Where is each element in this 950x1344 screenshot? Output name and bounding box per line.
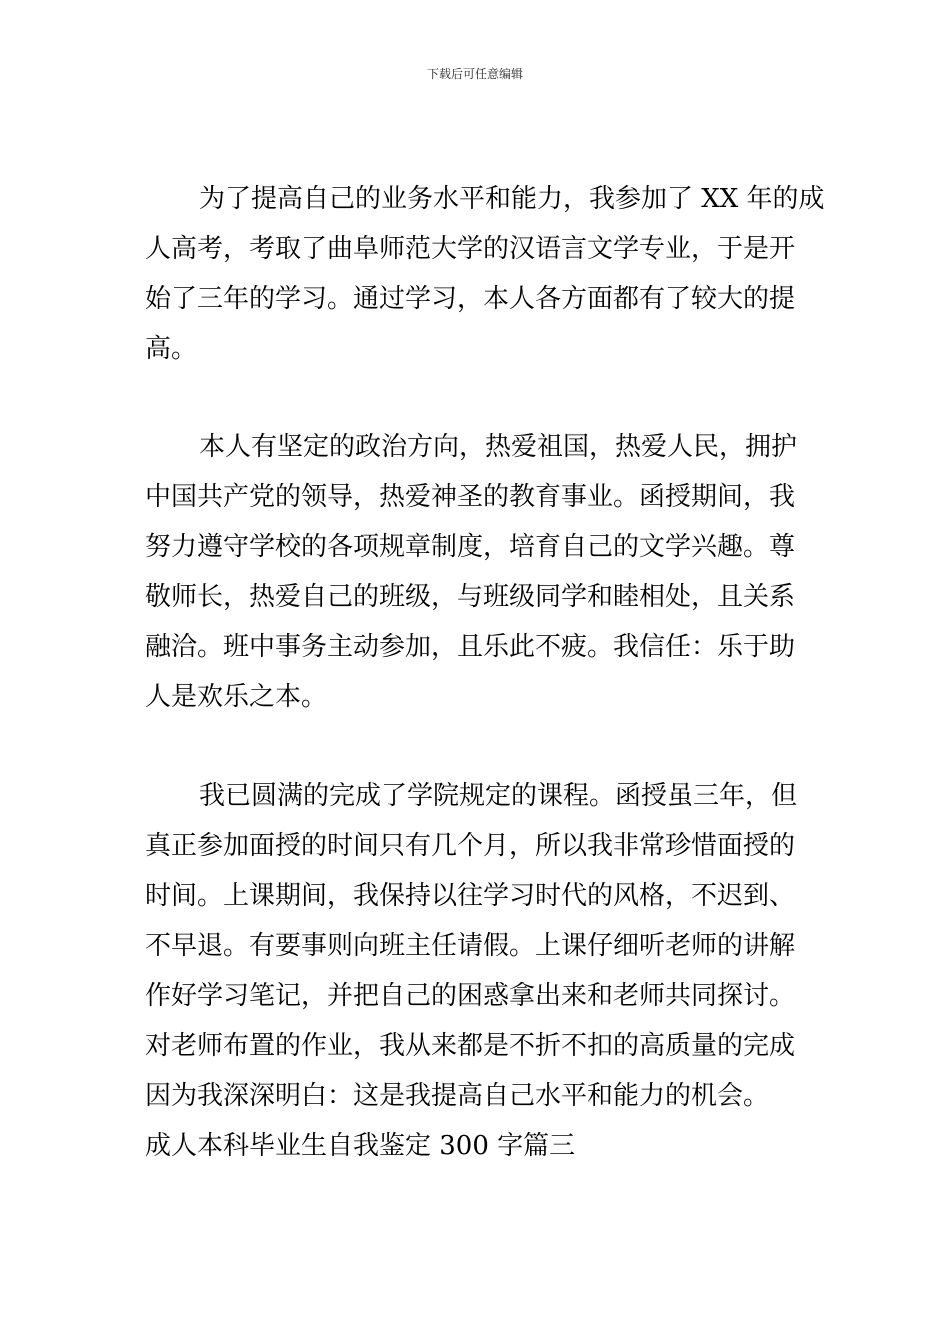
paragraph-line: 人是欢乐之本。: [145, 682, 328, 712]
paragraph-line: 本人有坚定的政治方向，热爱祖国，热爱人民，拥护: [199, 432, 798, 462]
paragraph-line: 为了提高自己的业务水平和能力，我参加了 XX 年的成: [199, 184, 825, 214]
paragraph-line: 努力遵守学校的各项规章制度，培育自己的文学兴趣。尊: [145, 532, 796, 562]
paragraph-line: 作好学习笔记，并把自己的困惑拿出来和老师共同探讨。: [145, 981, 796, 1011]
paragraph-line: 人高考，考取了曲阜师范大学的汉语言文学专业，于是开: [145, 234, 796, 264]
paragraph-line: 敬师长，热爱自己的班级，与班级同学和睦相处，且关系: [145, 582, 796, 612]
section-heading: 成人本科毕业生自我鉴定 300 字篇三: [145, 1131, 576, 1161]
page-header-note: 下载后可任意编辑: [426, 67, 523, 81]
paragraph-line: 高。: [145, 334, 198, 364]
paragraph-line: 真正参加面授的时间只有几个月，所以我非常珍惜面授的: [145, 831, 796, 861]
paragraph-line: 因为我深深明白：这是我提高自己水平和能力的机会。: [145, 1081, 770, 1111]
paragraph-line: 不早退。有要事则向班主任请假。上课仔细听老师的讲解: [145, 931, 796, 961]
paragraph-line: 时间。上课期间，我保持以往学习时代的风格，不迟到、: [145, 881, 796, 911]
paragraph-line: 对老师布置的作业，我从来都是不折不扣的高质量的完成: [145, 1031, 796, 1061]
paragraph-line: 始了三年的学习。通过学习，本人各方面都有了较大的提: [145, 284, 796, 314]
paragraph-line: 中国共产党的领导，热爱神圣的教育事业。函授期间，我: [145, 482, 796, 512]
paragraph-line: 我已圆满的完成了学院规定的课程。函授虽三年，但: [199, 781, 798, 811]
paragraph-line: 融洽。班中事务主动参加，且乐此不疲。我信任：乐于助: [145, 632, 796, 662]
